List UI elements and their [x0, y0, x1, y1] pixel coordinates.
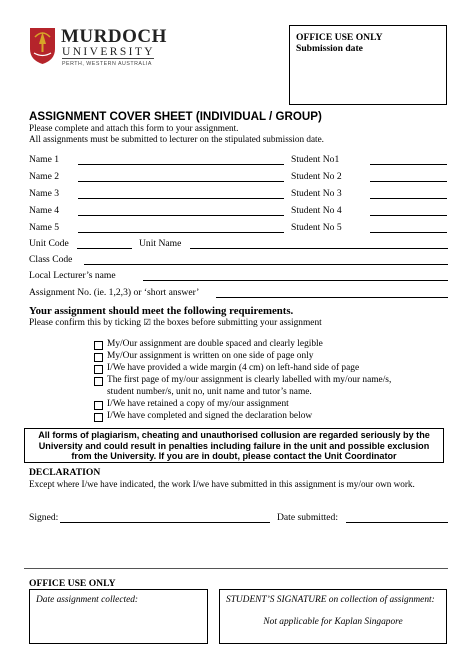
- student-no-2-field[interactable]: [370, 181, 447, 182]
- unit-code-label: Unit Code: [29, 238, 69, 249]
- unit-name-label: Unit Name: [139, 238, 182, 249]
- requirement-item-continued: student number/s, unit no, unit name and tutor’s name.: [107, 387, 312, 397]
- declaration-text: Except where I/we have indicated, the work I/we have submitted in this assignment is my/our own work.: [29, 479, 415, 489]
- class-code-label: Class Code: [29, 254, 73, 265]
- unit-code-field[interactable]: [77, 248, 132, 249]
- requirement-checkbox[interactable]: [94, 401, 103, 410]
- warning-line: from the University. If you are in doubt, please contact the Unit Coordinator: [71, 451, 397, 462]
- requirements-instruction: [29, 318, 322, 328]
- section-divider: [24, 568, 448, 569]
- brand-divider: [62, 58, 154, 59]
- assignment-no-label: Assignment No. (ie. 1,2,3) or ‘short answer’: [29, 287, 200, 298]
- date-collected-box[interactable]: [29, 589, 208, 644]
- student-no-label: Student No 5: [291, 222, 342, 233]
- student-no-4-field[interactable]: [370, 215, 447, 216]
- plagiarism-warning-box: [24, 428, 444, 463]
- crest-icon: [29, 27, 56, 65]
- name-label: Name 1: [29, 154, 60, 165]
- student-no-label: Student No 4: [291, 205, 342, 216]
- name-2-field[interactable]: [78, 181, 284, 182]
- date-submitted-field[interactable]: [346, 522, 448, 523]
- instruction-text: Please confirm this by ticking: [29, 318, 141, 328]
- name-label: Name 3: [29, 188, 60, 199]
- date-submitted-label: Date submitted:: [277, 512, 339, 523]
- assignment-no-field[interactable]: [216, 297, 448, 298]
- warning-line: All forms of plagiarism, cheating and unauthorised collusion are regarded seriously by the: [38, 430, 430, 440]
- requirement-checkbox[interactable]: [94, 353, 103, 362]
- student-no-label: Student No1: [291, 154, 340, 165]
- name-5-field[interactable]: [78, 232, 284, 233]
- student-signature-label: STUDENT’S SIGNATURE on collection of assignment:: [226, 595, 435, 605]
- local-lecturer-label: Local Lecturer’s name: [29, 270, 116, 281]
- name-1-field[interactable]: [78, 164, 284, 165]
- brand-name: MURDOCH: [61, 26, 167, 47]
- requirement-item: I/We have provided a wide margin (4 cm) on left-hand side of page: [107, 363, 360, 373]
- warning-line: University and could result in penalties including failure in the unit and possible exclusion: [38, 440, 430, 451]
- tick-box-icon: ☑: [143, 318, 151, 328]
- local-lecturer-field[interactable]: [143, 280, 448, 281]
- page-title: ASSIGNMENT COVER SHEET (INDIVIDUAL / GROUP): [29, 110, 322, 123]
- requirement-item: I/We have completed and signed the declaration below: [107, 411, 313, 421]
- office-use-heading-top: OFFICE USE ONLY: [296, 32, 383, 43]
- signed-label: Signed:: [29, 512, 59, 523]
- requirement-checkbox[interactable]: [94, 365, 103, 374]
- date-collected-label: Date assignment collected:: [36, 595, 139, 605]
- submission-date-label: Submission date: [296, 43, 363, 54]
- student-no-1-field[interactable]: [370, 164, 447, 165]
- student-no-3-field[interactable]: [370, 198, 447, 199]
- requirement-item: My/Our assignment is written on one side of page only: [107, 351, 314, 361]
- declaration-heading: DECLARATION: [29, 467, 101, 478]
- requirement-checkbox[interactable]: [94, 377, 103, 386]
- student-signature-box[interactable]: [219, 589, 447, 644]
- class-code-field[interactable]: [84, 264, 448, 265]
- intro-line-2: All assignments must be submitted to lecturer on the stipulated submission date.: [29, 134, 324, 144]
- requirement-item: I/We have retained a copy of my/our assignment: [107, 399, 289, 409]
- student-no-label: Student No 2: [291, 171, 342, 182]
- student-no-label: Student No 3: [291, 188, 342, 199]
- name-label: Name 5: [29, 222, 60, 233]
- intro-line-1: Please complete and attach this form to your assignment.: [29, 123, 239, 133]
- office-use-box-top: [289, 25, 447, 105]
- instruction-text: the boxes before submitting your assignment: [153, 318, 322, 328]
- name-label: Name 4: [29, 205, 60, 216]
- requirement-checkbox[interactable]: [94, 341, 103, 350]
- office-use-heading-bottom: OFFICE USE ONLY: [29, 578, 116, 589]
- signature-field[interactable]: [60, 522, 270, 523]
- requirement-item: The first page of my/our assignment is clearly labelled with my/our name/s,: [107, 375, 392, 385]
- requirement-checkbox[interactable]: [94, 413, 103, 422]
- brand-location: PERTH, WESTERN AUSTRALIA: [62, 61, 152, 67]
- kaplan-note: Not applicable for Kaplan Singapore: [263, 617, 403, 627]
- requirement-item: My/Our assignment are double spaced and clearly legible: [107, 339, 323, 349]
- student-no-5-field[interactable]: [370, 232, 447, 233]
- name-label: Name 2: [29, 171, 60, 182]
- name-3-field[interactable]: [78, 198, 284, 199]
- requirements-heading: Your assignment should meet the following requirements.: [29, 305, 294, 317]
- brand-subname: UNIVERSITY: [62, 46, 155, 58]
- name-4-field[interactable]: [78, 215, 284, 216]
- unit-name-field[interactable]: [190, 248, 448, 249]
